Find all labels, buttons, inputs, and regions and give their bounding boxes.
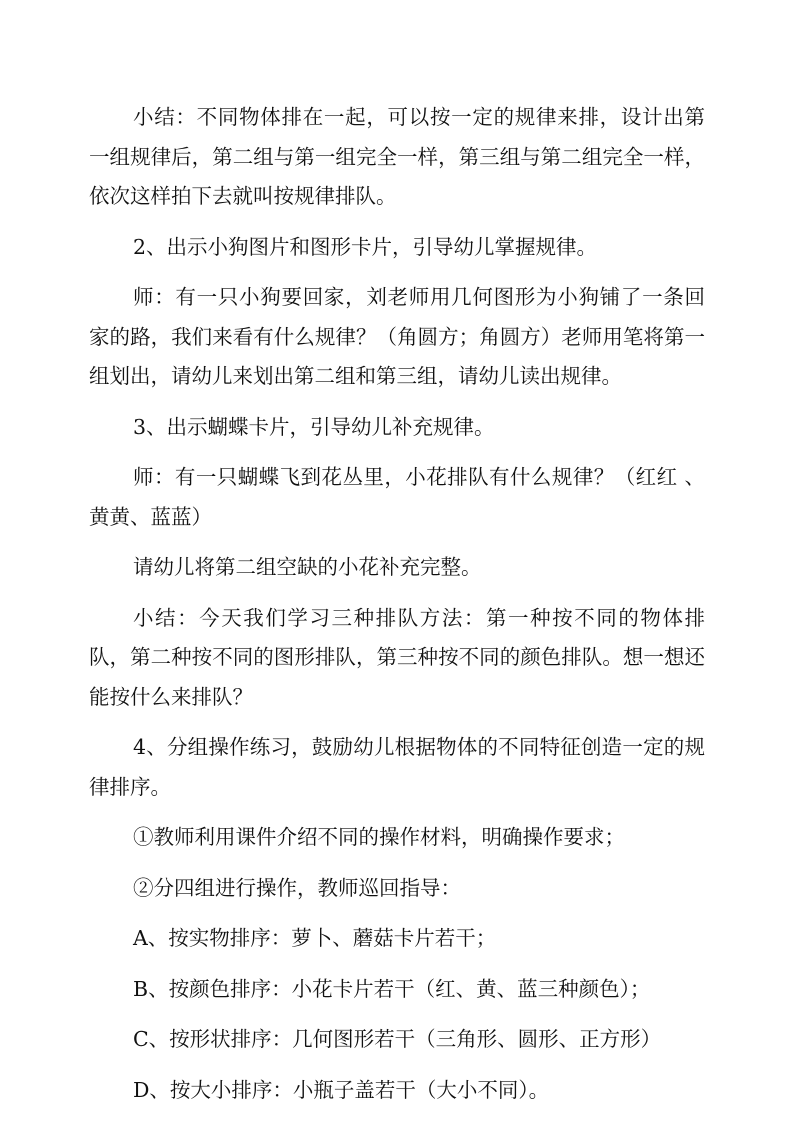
paragraph-group-b: B、按颜色排序：小花卡片若干（红、黄、蓝三种颜色）； xyxy=(133,976,651,1001)
paragraph-teacher-butterfly: 师：有一只蝴蝶飞到花丛里，小花排队有什么规律？（红红 、黄黄、蓝蓝） xyxy=(89,465,705,529)
paragraph-item-2: ②分四组进行操作，教师巡回指导： xyxy=(133,875,461,900)
paragraph-group-d: D、按大小排序：小瓶子盖若干（大小不同）。 xyxy=(133,1077,550,1102)
paragraph-item-1: ①教师利用课件介绍不同的操作材料，明确操作要求； xyxy=(133,825,625,849)
paragraph-teacher-dog: 师：有一只小狗要回家，刘老师用几何图形为小狗铺了一条回家的路，我们来看有什么规律？（角圆方；角圆方）老师用笔将第一组划出，请幼儿来划出第二组和第三组，请幼儿读出规律。 xyxy=(89,285,705,388)
paragraph-summary-2: 小结：今天我们学习三种排队方法：第一种按不同的物体排队，第二种按不同的图形排队，第三种按不同的颜色排队。想一想还能按什么来排队？ xyxy=(89,605,705,709)
paragraph-step-3: 3、出示蝴蝶卡片，引导幼儿补充规律。 xyxy=(133,414,495,439)
paragraph-summary-1: 小结：不同物体排在一起，可以按一定的规律来排，设计出第一组规律后，第二组与第一组完全一样，第三组与第二组完全一样，依次这样拍下去就叫按规律排队。 xyxy=(89,105,705,208)
paragraph-step-2: 2、出示小狗图片和图形卡片，引导幼儿掌握规律。 xyxy=(133,234,598,259)
document-body xyxy=(89,98,705,1121)
paragraph-group-c: C、按形状排序：几何图形若干（三角形、圆形、正方形） xyxy=(133,1027,662,1051)
paragraph-step-4: 4、分组操作练习，鼓励幼儿根据物体的不同特征创造一定的规律排序。 xyxy=(89,735,705,799)
paragraph-group-a: A、按实物排序：萝卜、蘑菇卡片若干； xyxy=(133,926,497,950)
paragraph-fill-flowers: 请幼儿将第二组空缺的小花补充完整。 xyxy=(133,555,482,579)
